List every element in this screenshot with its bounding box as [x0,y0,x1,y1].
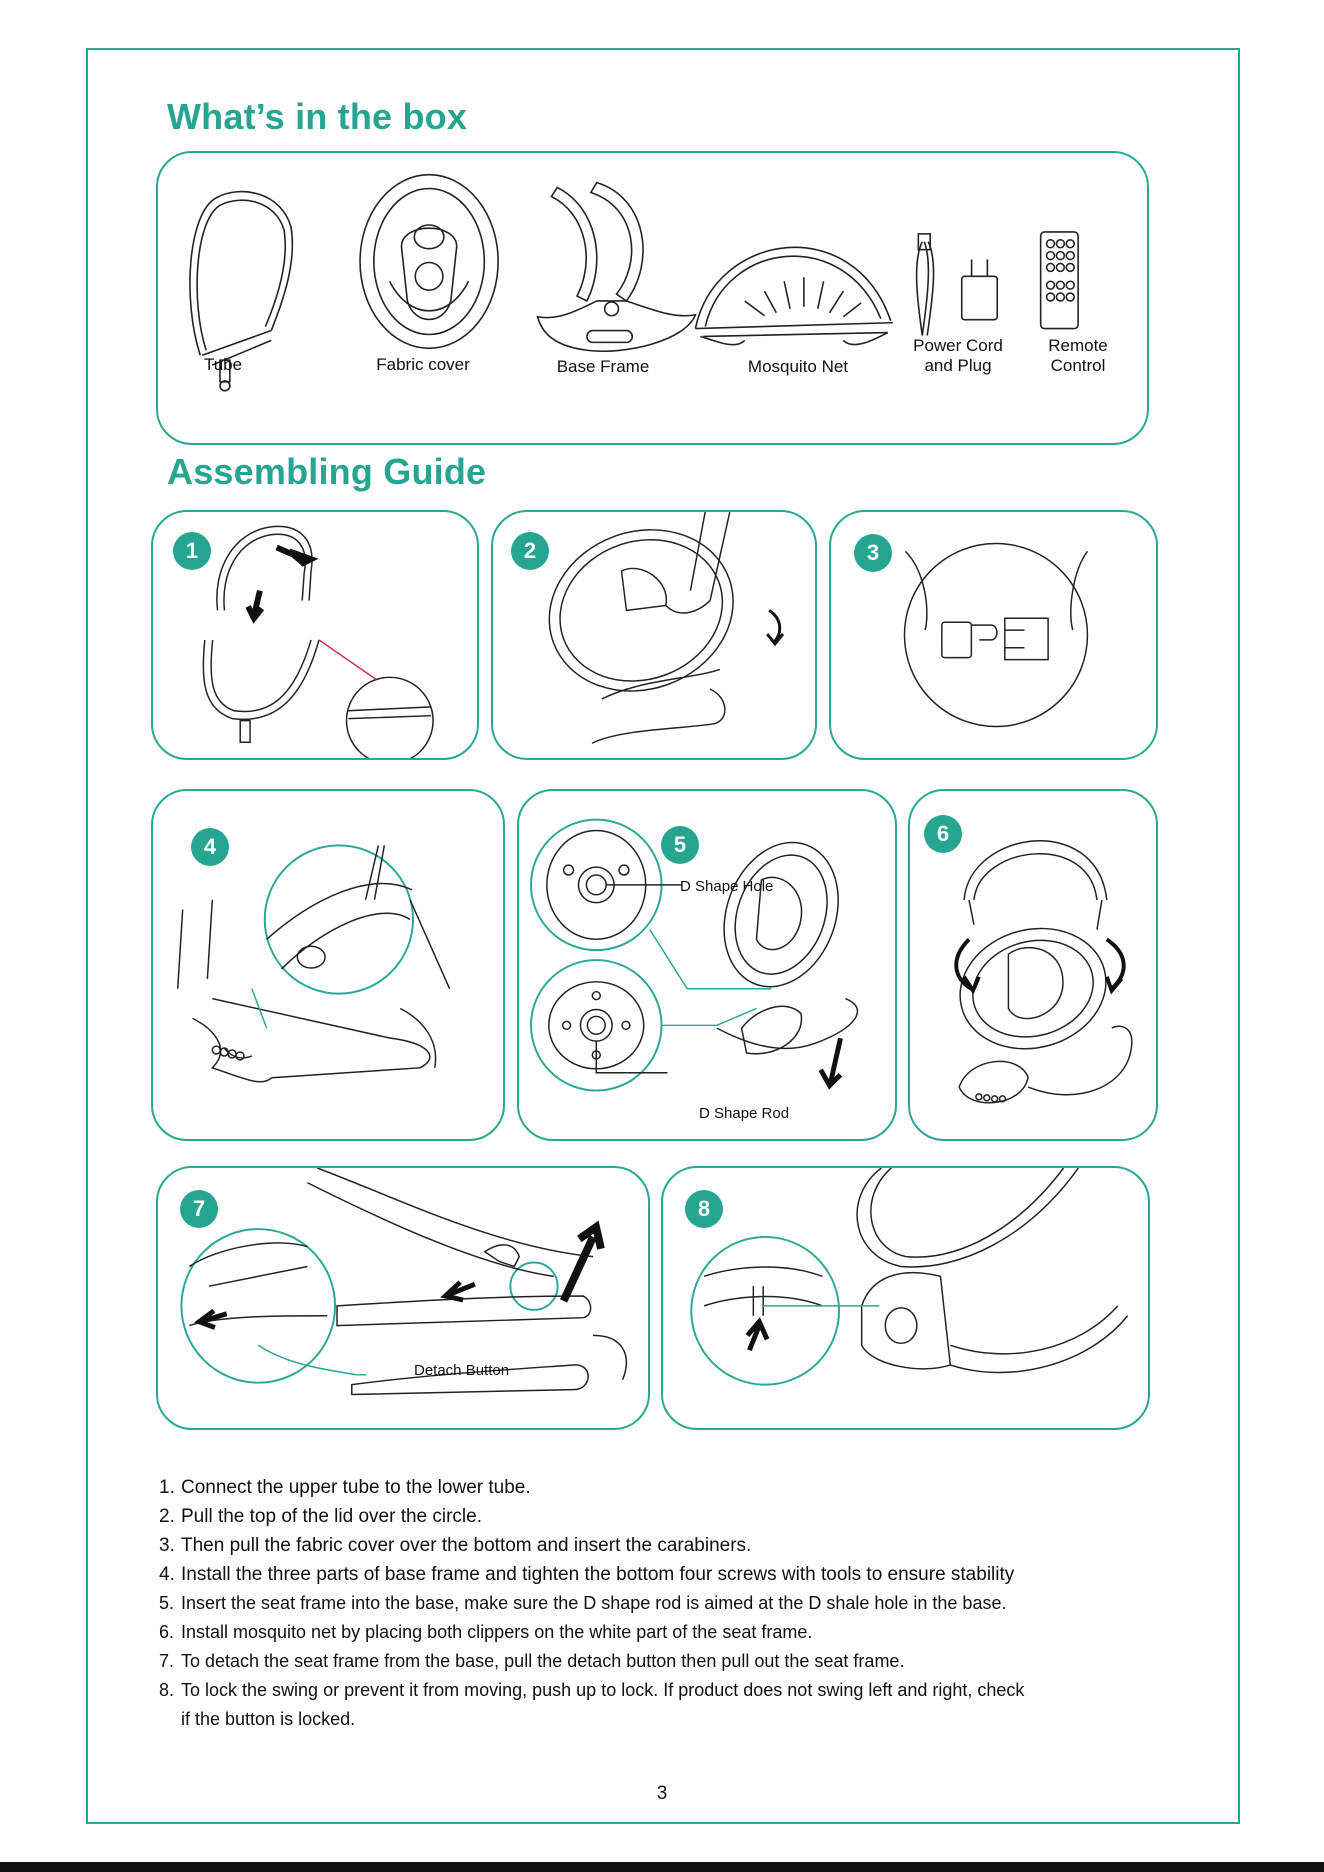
box-contents-panel [156,151,1149,445]
box-contents-drawings [158,153,1147,443]
d-shape-hole-label: D Shape Hole [680,878,774,895]
instruction-item [159,1531,1169,1560]
item-label-power-cord-line2: and Plug [924,356,992,375]
instruction-text: To lock the swing or prevent it from moving, push up to lock. If product does not swing left and right, check [181,1680,1025,1700]
instruction-number: 2. [159,1506,175,1527]
instruction-text: Then pull the fabric cover over the bottom and insert the carabiners. [181,1535,752,1556]
instruction-number: 5. [159,1593,175,1613]
instruction-item [159,1589,1169,1618]
detach-button-label: Detach Button [414,1362,510,1379]
instruction-text: if the button is locked. [181,1709,356,1729]
power-cord-icon [917,234,998,336]
item-label-remote-line2: Control [1050,356,1106,375]
step-4-badge: 4 [191,828,229,866]
instruction-item [159,1618,1169,1647]
instruction-item [159,1560,1169,1589]
instruction-text: Install the three parts of base frame and tighten the bottom four screws with tools to ensure stability [181,1564,1015,1585]
step-1-badge: 1 [173,532,211,570]
mosquito-net-icon [695,247,892,344]
instruction-item [159,1473,1169,1502]
step-7-badge: 7 [180,1190,218,1228]
step-4-panel [151,789,505,1141]
step-8-drawing [663,1168,1148,1428]
step-7-drawing [158,1168,648,1428]
step-6-panel [908,789,1158,1141]
item-label-power-cord-line1: Power Cord [913,336,1003,355]
instruction-text: Connect the upper tube to the lower tube. [181,1477,531,1498]
instruction-number: 3. [159,1535,175,1556]
base-frame-icon [538,183,696,352]
item-label-power-cord [898,336,1018,376]
item-label-remote-control [1028,336,1128,376]
instruction-item [159,1647,1169,1676]
step-5-panel [517,789,897,1141]
instruction-number: 8. [159,1680,175,1700]
page-number: 3 [656,1783,668,1804]
instruction-item [159,1676,1169,1705]
scan-edge-bar [0,1862,1324,1872]
item-label-mosquito-net: Mosquito Net [747,357,849,376]
instruction-text: Install mosquito net by placing both clippers on the white part of the seat frame. [181,1622,813,1642]
item-label-fabric-cover: Fabric cover [376,355,470,374]
step-8-panel [661,1166,1150,1430]
step-5-drawing [519,791,895,1139]
instruction-text: To detach the seat frame from the base, pull the detach button then pull out the seat frame. [181,1651,905,1671]
instruction-number: 6. [159,1622,175,1642]
step-2-panel [491,510,817,760]
assembling-guide-title: Assembling Guide [167,451,487,492]
step-7-panel [156,1166,650,1430]
instruction-number: 7. [159,1651,175,1671]
fabric-cover-icon [360,175,498,349]
step-2-badge: 2 [511,532,549,570]
instructions-list [159,1473,1169,1734]
step-8-badge: 8 [685,1190,723,1228]
item-label-base-frame: Base Frame [556,357,650,376]
step-3-badge: 3 [854,534,892,572]
step-1-panel [151,510,479,760]
instruction-text: Insert the seat frame into the base, make sure the D shape rod is aimed at the D shale hole in the base. [181,1593,1007,1613]
item-label-remote-line1: Remote [1048,336,1108,355]
instruction-item [159,1705,1169,1734]
instruction-text: Pull the top of the lid over the circle. [181,1506,482,1527]
instruction-item [159,1502,1169,1531]
step-5-badge: 5 [661,826,699,864]
step-6-badge: 6 [924,815,962,853]
instruction-number: 1. [159,1477,175,1498]
whats-in-the-box-title: What’s in the box [167,96,468,137]
remote-control-icon [1041,232,1078,329]
item-label-tube: Tube [203,355,243,374]
step-3-panel [829,510,1158,760]
instruction-number: 4. [159,1564,175,1585]
d-shape-rod-label: D Shape Rod [699,1105,790,1122]
